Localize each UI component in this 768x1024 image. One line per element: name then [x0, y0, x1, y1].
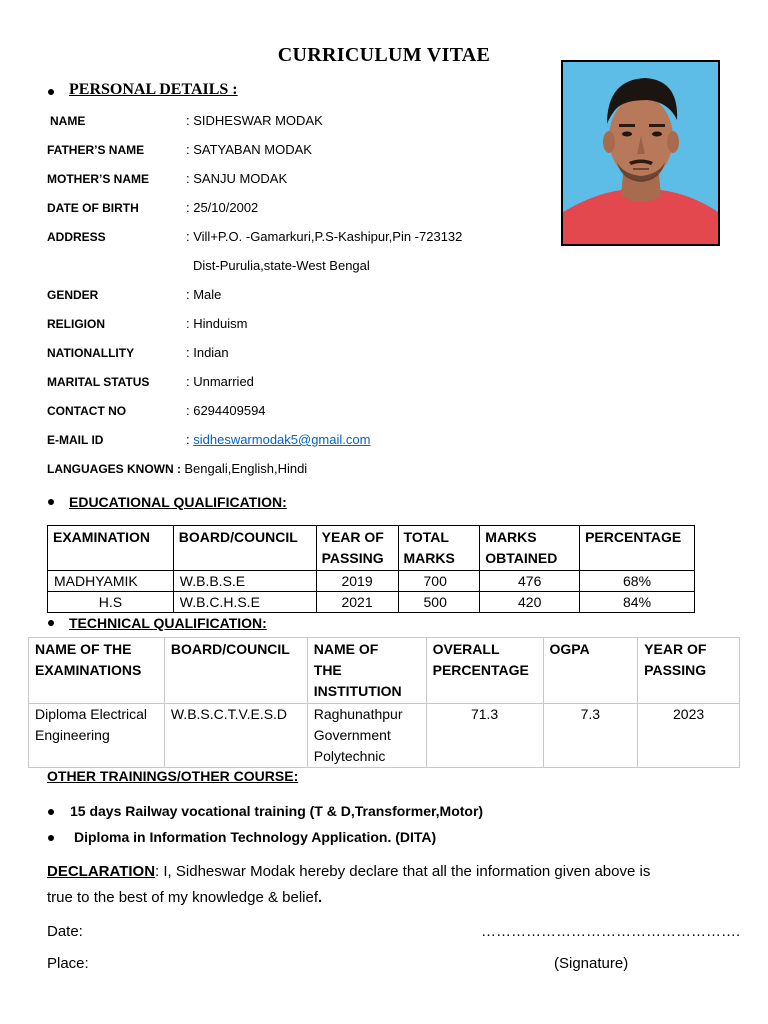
- header-exam-line1: NAME OF THE: [35, 641, 132, 657]
- profile-photo: [561, 60, 720, 246]
- table-header: [480, 526, 580, 571]
- signature-line: …………………………………………….: [481, 923, 741, 940]
- table-row: [29, 704, 740, 768]
- languages-label-text: LANGUAGES KNOWN :: [47, 462, 181, 476]
- address-label: ADDRESS: [47, 230, 106, 244]
- header-year-line2: PASSING: [644, 662, 707, 678]
- table-header: PERCENTAGE: [580, 526, 695, 571]
- header-overall-line1: OVERALL: [432, 641, 500, 657]
- table-cell: 2023: [638, 704, 740, 768]
- table-header: [638, 638, 740, 704]
- email-prefix: :: [186, 432, 194, 447]
- mothers-name-label: MOTHER’S NAME: [47, 172, 149, 186]
- bullet-icon: [48, 499, 54, 505]
- header-year-line1: YEAR OF: [321, 529, 384, 545]
- table-cell: 2019: [316, 571, 398, 592]
- religion-label: RELIGION: [47, 317, 106, 331]
- declaration-label: DECLARATION: [47, 863, 156, 880]
- place-label: Place:: [47, 955, 89, 972]
- table-header: BOARD/COUNCIL: [173, 526, 316, 571]
- table-cell: Diploma Electrical Engineering: [29, 704, 165, 768]
- table-cell: 7.3: [543, 704, 638, 768]
- declaration-line1: [47, 863, 650, 880]
- declaration-end: .: [318, 889, 323, 906]
- table-header: [426, 638, 543, 704]
- nationality-label: NATIONALLITY: [47, 346, 135, 360]
- table-cell: 420: [480, 592, 580, 613]
- header-inst-line2: THE: [313, 662, 342, 678]
- table-cell: MADHYAMIK: [48, 571, 174, 592]
- signature-label: (Signature): [554, 955, 629, 972]
- table-cell: 84%: [580, 592, 695, 613]
- header-year-line1: YEAR OF: [644, 641, 707, 657]
- declaration-text: : I, Sidheswar Modak hereby declare that all the information given above is: [155, 863, 651, 880]
- page-title: CURRICULUM VITAE: [277, 44, 491, 66]
- languages-value: Bengali,English,Hindi: [184, 461, 308, 476]
- education-table: [47, 525, 695, 613]
- bullet-icon: [48, 809, 54, 815]
- table-cell: W.B.C.H.S.E: [173, 592, 316, 613]
- table-header: [398, 526, 480, 571]
- course-item: Diploma in Information Technology Application. (DITA): [74, 829, 437, 845]
- course-item: 15 days Railway vocational training (T & D,Transformer,Motor): [70, 803, 484, 819]
- fathers-name-value: : SATYABAN MODAK: [186, 142, 312, 157]
- gender-value: : Male: [186, 287, 222, 302]
- fathers-name-label: FATHER’S NAME: [47, 143, 145, 157]
- header-exam-line2: EXAMINATIONS: [35, 662, 142, 678]
- contact-value: : 6294409594: [186, 403, 266, 418]
- bullet-icon: [48, 835, 54, 841]
- table-cell: 700: [398, 571, 480, 592]
- bullet-icon: [48, 89, 54, 95]
- table-cell: W.B.B.S.E: [173, 571, 316, 592]
- nationality-value: : Indian: [186, 345, 229, 360]
- table-header: [316, 526, 398, 571]
- languages-label: [47, 461, 307, 476]
- religion-value: : Hinduism: [186, 316, 248, 331]
- table-header-row: [48, 526, 695, 571]
- table-cell: 68%: [580, 571, 695, 592]
- header-total-line1: TOTAL: [403, 529, 449, 545]
- table-cell: 71.3: [426, 704, 543, 768]
- table-header: EXAMINATION: [48, 526, 174, 571]
- name-value: : SIDHESWAR MODAK: [186, 113, 323, 128]
- header-inst-line3: INSTITUTION: [313, 683, 402, 699]
- header-inst-line1: NAME OF: [313, 641, 379, 657]
- address-value-line2: Dist-Purulia,state-West Bengal: [193, 258, 370, 273]
- dob-value: : 25/10/2002: [186, 200, 259, 215]
- header-marks-line2: OBTAINED: [485, 550, 558, 566]
- table-header: BOARD/COUNCIL: [164, 638, 307, 704]
- table-row: [48, 592, 695, 613]
- technical-table: [28, 637, 740, 768]
- email-label: E-MAIL ID: [47, 433, 104, 447]
- gender-label: GENDER: [47, 288, 99, 302]
- table-row: [48, 571, 695, 592]
- declaration-text-2: true to the best of my knowledge & belief: [47, 889, 318, 906]
- marital-status-value: : Unmarried: [186, 374, 254, 389]
- dob-label: DATE OF BIRTH: [47, 201, 139, 215]
- header-year-line2: PASSING: [321, 550, 384, 566]
- table-header: OGPA: [543, 638, 638, 704]
- technical-heading: TECHNICAL QUALIFICATION:: [69, 615, 267, 631]
- contact-label: CONTACT NO: [47, 404, 127, 418]
- address-value: : Vill+P.O. -Gamarkuri,P.S-Kashipur,Pin -723132: [186, 229, 463, 244]
- table-cell: 476: [480, 571, 580, 592]
- name-label: NAME: [50, 114, 86, 128]
- header-overall-line2: PERCENTAGE: [432, 662, 529, 678]
- marital-status-label: MARITAL STATUS: [47, 375, 150, 389]
- header-marks-line1: MARKS: [485, 529, 537, 545]
- table-header: [307, 638, 426, 704]
- table-cell: W.B.S.C.T.V.E.S.D: [164, 704, 307, 768]
- header-total-line2: MARKS: [403, 550, 455, 566]
- table-cell: 2021: [316, 592, 398, 613]
- education-heading: EDUCATIONAL QUALIFICATION:: [69, 494, 287, 510]
- other-courses-heading: OTHER TRAININGS/OTHER COURSE:: [47, 768, 299, 784]
- email-value: [186, 432, 370, 447]
- table-cell: Raghunathpur Government Polytechnic: [307, 704, 426, 768]
- mothers-name-value: : SANJU MODAK: [186, 171, 288, 186]
- declaration-line2: [47, 889, 322, 906]
- bullet-icon: [48, 620, 54, 626]
- date-label: Date:: [47, 923, 83, 940]
- table-cell: 500: [398, 592, 480, 613]
- table-header: [29, 638, 165, 704]
- table-header-row: [29, 638, 740, 704]
- email-link[interactable]: sidheswarmodak5@gmail.com: [193, 432, 371, 447]
- personal-details-heading: PERSONAL DETAILS :: [69, 81, 238, 98]
- table-cell: H.S: [48, 592, 174, 613]
